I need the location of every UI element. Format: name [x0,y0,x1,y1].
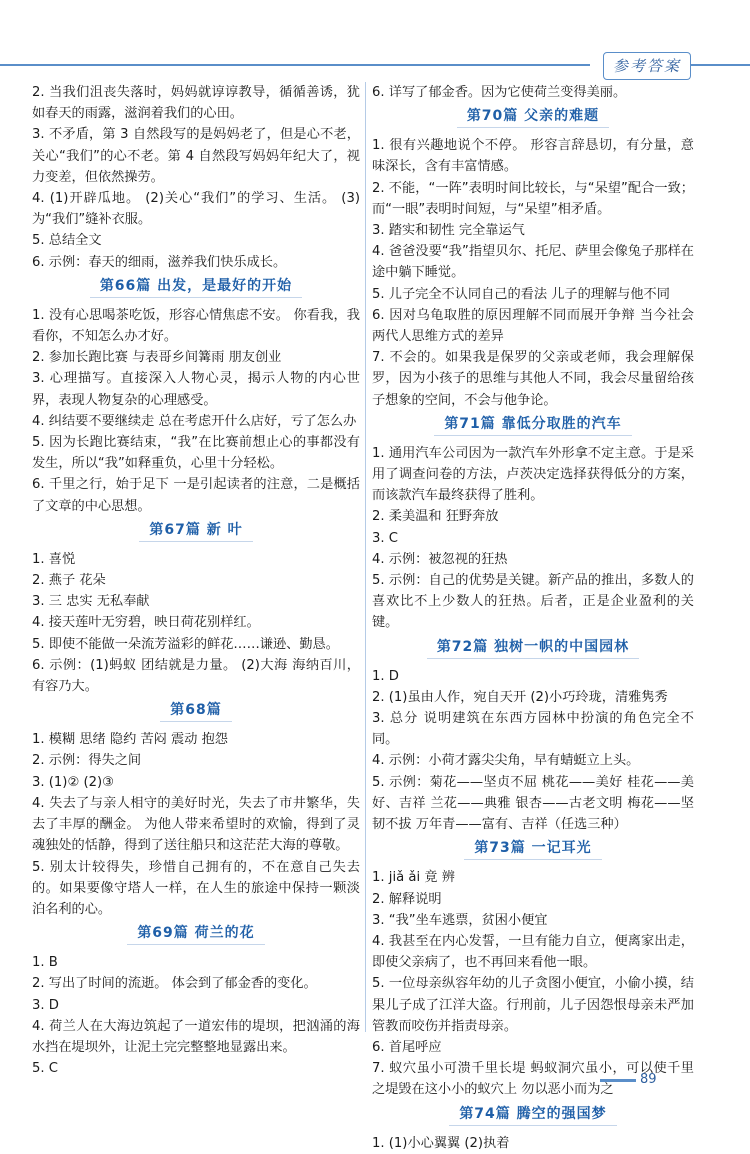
answer-line: 1. 模糊 思绪 隐约 苦闷 震动 抱怨 [32,732,228,748]
answer-line: 2. (1)虽由人作，宛自天开 (2)小巧玲珑，清雅隽秀 [372,689,668,705]
answer-line: 6. 示例：(1)蚂蚁 团结就是力量。 (2)大海 海纳百川，有容乃大。 [32,657,360,695]
column-divider [365,82,366,1032]
answer-line: 3. “我”坐车逃票，贫困小便宜 [372,912,548,928]
answer-line: 2. 柔美温和 狂野奔放 [372,509,499,525]
answers-block [32,549,360,697]
answer-line: 4. 荷兰人在大海边筑起了一道宏伟的堤坝，把汹涌的海水挡在堤坝外，让泥土完完整整地显露出来。 [32,1018,360,1055]
answer-line: 6. 首尾呼应 [372,1039,442,1055]
answer-line: 6. 示例：春天的细雨，滋养我们快乐成长。 [32,254,287,270]
page-number: 89 [640,1072,657,1087]
section-heading-72 [372,636,694,662]
answers-block [32,305,360,517]
section-title: 第67篇 新 叶 [139,519,252,542]
section-heading-73 [372,837,694,863]
answer-line: 4. 失去了与亲人相守的美好时光，失去了市井繁华，失去了丰厚的酬金。 为他人带来希望时的欢愉，得到了灵魂独处的恬静，得到了送往船只和这茫茫大海的尊敬。 [32,795,360,854]
answer-line: 2. 写出了时间的流逝。 体会到了郁金香的变化。 [32,976,317,992]
answers-block [372,666,694,836]
answer-line: 4. 纠结要不要继续走 总在考虑开什么店好，亏了怎么办 [32,413,357,429]
answer-line: 5. 别太计较得失，珍惜自己拥有的，不在意自己失去的。如果要像守塔人一样，在人生的旅途中保持一颗淡泊名利的心。 [32,859,360,917]
answer-line: 1. 没有心思喝茶吃饭，形容心情焦虑不安。 你看我，我看你，不知怎么办才好。 [32,307,360,345]
answer-line: 7. 蚁穴虽小可溃千里长堤 蚂蚁洞穴虽小，可以使千里之堤毁在这小小的蚁穴上 勿以恶小而为之 [372,1061,694,1098]
answer-line: 3. 心理描写。直接深入人物心灵，揭示人物的内心世界，表现人物复杂的心理感受。 [32,371,360,408]
section-heading-67 [32,519,360,545]
answer-line: 1. B [32,955,58,971]
answer-line: 1. 很有兴趣地说个不停。 形容言辞恳切，有分量，意味深长，含有丰富情感。 [372,138,694,175]
section-heading-68 [32,699,360,725]
answer-line: 2. 解释说明 [372,891,442,907]
answer-line: 5. 因为长跑比赛结束，“我”在比赛前想止心的事都没有发生，所以“我”如释重负，心里十分轻松。 [32,435,360,472]
answers-block [372,82,694,103]
header-brand: 参考答案 [603,52,691,80]
header-rule [0,64,590,66]
answer-line: 1. 喜悦 [32,551,76,567]
section-title: 第72篇 独树一帜的中国园林 [427,636,639,659]
answer-line: 3. (1)② (2)③ [32,774,114,790]
section-heading-69 [32,922,360,948]
answer-line: 4. 爸爸没要“我”指望贝尔、托尼、萨里会像兔子那样在途中躺下睡觉。 [372,244,694,281]
answer-line: 6. 因对乌龟取胜的原因理解不同而展开争辩 当今社会两代人思维方式的差异 [372,307,694,345]
answer-line: 4. 示例：被忽视的狂热 [372,551,508,567]
answer-line: 3. 踏实和韧性 完全靠运气 [372,223,525,239]
left-column [32,82,360,1079]
answer-line: 3. D [32,997,59,1013]
section-heading-71 [372,413,694,439]
page-number-bar [600,1079,636,1082]
answers-block [32,82,360,273]
answer-line: 2. 当我们沮丧失落时，妈妈就谆谆教导，循循善诱，犹如春天的雨露，滋润着我们的心田。 [32,85,360,122]
answer-line: 5. C [32,1061,58,1077]
answers-block [372,867,694,1100]
answers-block [32,952,360,1079]
answer-line: 1. (1)小心翼翼 (2)执着 [372,1135,510,1151]
section-title: 第69篇 荷兰的花 [127,922,264,945]
answer-line: 6. 千里之行，始于足下 一是引起读者的注意，二是概括了文章的中心思想。 [32,477,360,514]
section-heading-74 [372,1103,694,1129]
section-heading-70 [372,105,694,131]
answer-line: 1. D [372,668,399,684]
answer-line: 3. 总分 说明建筑在东西方园林中扮演的角色完全不同。 [372,711,694,748]
answer-line: 1. 通用汽车公司因为一款汽车外形拿不定主意。于是采用了调查问卷的方法，卢茨决定选择获得低分的方案，而该款汽车最终获得了胜利。 [372,445,694,504]
answer-line: 2. 参加长跑比赛 与表哥乡间篝雨 朋友创业 [32,350,282,366]
answer-line: 2. 示例：得失之间 [32,753,142,769]
answer-line: 6. 详写了郁金香。因为它使荷兰变得美丽。 [372,85,627,100]
answers-block [372,1133,694,1154]
answer-line: 4. 我甚至在内心发誓，一旦有能力自立，便离家出走，即使父亲病了，也不再回来看他一眼。 [372,933,694,971]
header-rule-right [690,64,750,66]
answer-line: 2. 燕子 花朵 [32,573,106,589]
answer-line: 2. 不能，“一阵”表明时间比较长，与“呆望”配合一致；而“一眼”表明时间短，与“呆望”相矛盾。 [372,180,694,217]
answer-line: 7. 不会的。如果我是保罗的父亲或老师，我会理解保罗，因为小孩子的思维与其他人不同，我会尽量留给孩子想象的空间，不会与他争论。 [372,350,694,408]
answer-line: 4. 示例：小荷才露尖尖角，早有蜻蜓立上头。 [372,753,640,769]
answers-block [372,443,694,634]
answer-line: 4. 接天莲叶无穷碧，映日荷花别样红。 [32,615,260,631]
answer-line: 4. (1)开辟瓜地。 (2)关心“我们”的学习、生活。 (3)为“我们”缝补衣服。 [32,191,360,228]
section-title: 第68篇 [160,699,231,722]
right-column [372,82,694,1154]
answer-line: 3. 三 忠实 无私奉献 [32,594,150,610]
answers-block [372,135,694,411]
section-title: 第71篇 靠低分取胜的汽车 [434,413,631,436]
section-title: 第74篇 腾空的强国梦 [449,1103,616,1126]
answer-line: 3. 不矛盾，第 3 自然段写的是妈妈老了，但是心不老，关心“我们”的心不老。第 4 自然段写妈妈年纪大了，视力变差，但依然操劳。 [32,127,360,185]
answer-line: 5. 示例：菊花——坚贞不屈 桃花——美好 桂花——美好、吉祥 兰花——典雅 银杏——古老文明 梅花——坚韧不拔 万年青——富有、吉祥（任选三种） [372,774,694,833]
answer-line: 5. 一位母亲纵容年幼的儿子贪图小便宜，小偷小摸，结果儿子成了江洋大盗。行刑前，儿子因怨恨母亲未严加管教而咬伤并指责母亲。 [372,976,694,1034]
section-heading-66 [32,275,360,301]
answer-line: 5. 示例：自己的优势是关键。新产品的推出，多数人的喜欢比不上少数人的狂热。后者，正是企业盈利的关键。 [372,573,694,631]
section-title: 第73篇 一记耳光 [464,837,601,860]
answer-line: 5. 即使不能做一朵流芳溢彩的鲜花……谦逊、勤恳。 [32,636,339,652]
answers-block [32,729,360,920]
answer-line: 3. C [372,530,398,546]
answer-line: 1. jiǎ ǎi 竟 辨 [372,870,455,886]
answer-line: 5. 儿子完全不认同自己的看法 儿子的理解与他不同 [372,286,670,302]
section-title: 第70篇 父亲的难题 [457,105,609,128]
answer-line: 5. 总结全文 [32,233,102,249]
section-title: 第66篇 出发，是最好的开始 [90,275,302,298]
